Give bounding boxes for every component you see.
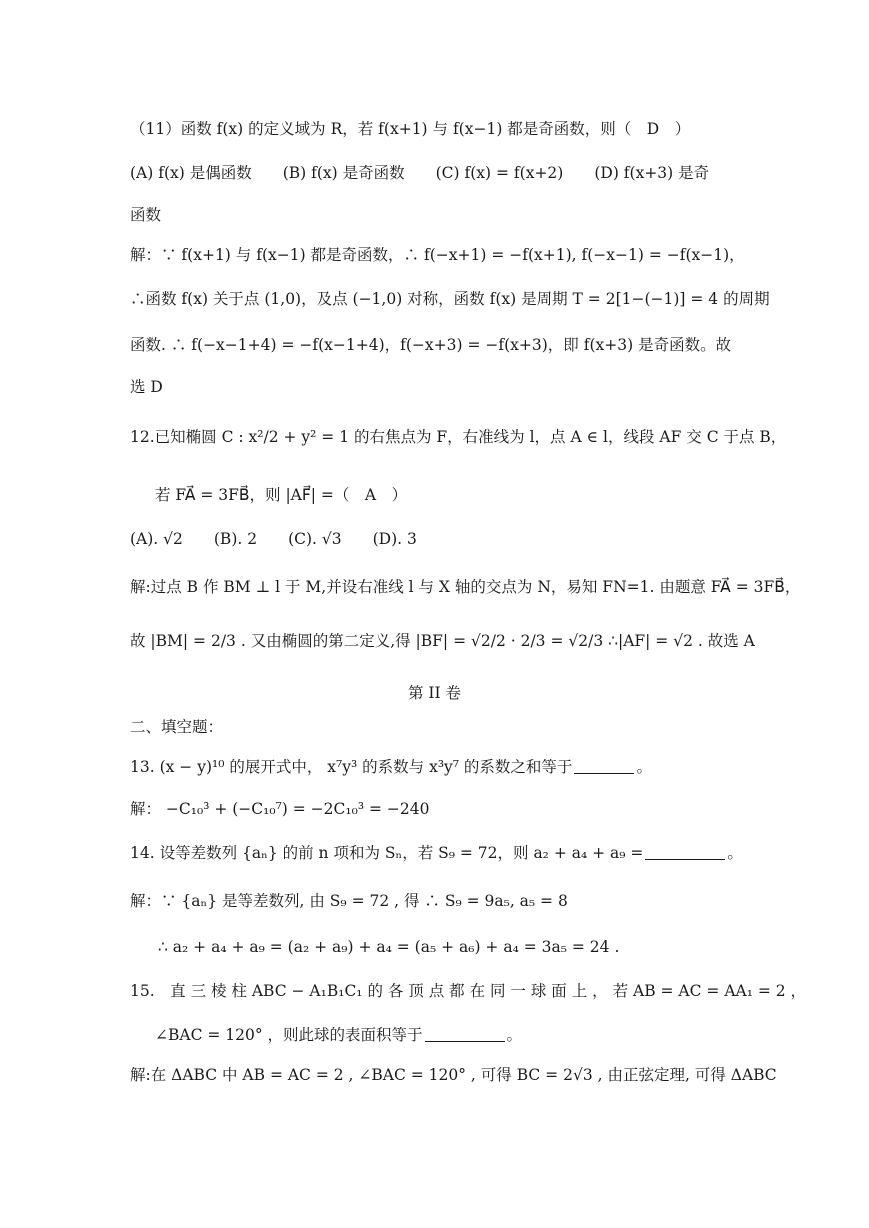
problem-14-stem: 14. 设等差数列 {aₙ} 的前 n 项和为 Sₙ，若 S₉ = 72，则 a₂ + a₄ + a₉ = 。 bbox=[130, 844, 743, 862]
problem-11-stem: （11）函数 f(x) 的定义域为 R，若 f(x+1) 与 f(x−1) 都是奇函数，则（ D ） bbox=[130, 120, 691, 138]
answer-blank bbox=[574, 757, 634, 774]
problem-12-options: (A). √2 (B). 2 (C). √3 (D). 3 bbox=[130, 530, 417, 548]
problem-14-solution-2: ∴ a₂ + a₄ + a₉ = (a₂ + a₉) + a₄ = (a₅ + a₆) + a₄ = 3a₅ = 24 . bbox=[158, 938, 620, 956]
section-title: 第 II 卷 bbox=[407, 684, 462, 702]
problem-15-solution: 解:在 ΔABC 中 AB = AC = 2 , ∠BAC = 120° , 可得 BC = 2√3 , 由正弦定理, 可得 ΔABC bbox=[130, 1066, 777, 1084]
problem-15-stem-cont: ∠BAC = 120° ，则此球的表面积等于 。 bbox=[155, 1026, 523, 1044]
problem-13-solution: 解： −C₁₀³ + (−C₁₀⁷) = −2C₁₀³ = −240 bbox=[130, 800, 430, 818]
problem-11-solution-4: 选 D bbox=[130, 378, 163, 396]
fill-in-heading: 二、填空题： bbox=[130, 718, 224, 736]
problem-13-stem: 13. (x − y)¹⁰ 的展开式中， x⁷y³ 的系数与 x³y⁷ 的系数之和等于 。 bbox=[130, 758, 652, 776]
problem-14-solution-1: 解：∵ {aₙ} 是等差数列, 由 S₉ = 72 , 得 ∴ S₉ = 9a₅, a₅ = 8 bbox=[130, 892, 568, 910]
answer-blank bbox=[425, 1025, 505, 1042]
problem-12-stem: 12.已知椭圆 C : x²/2 + y² = 1 的右焦点为 F，右准线为 l，点 A ∈ l，线段 AF 交 C 于点 B， bbox=[130, 428, 787, 446]
problem-11-options-cont: 函数 bbox=[130, 206, 162, 224]
problem-15-stem: 15. 直 三 棱 柱 ABC − A₁B₁C₁ 的 各 顶 点 都 在 同 一 球 面 上 ， 若 AB = AC = AA₁ = 2 ， bbox=[130, 982, 807, 1000]
problem-11-solution-1: 解：∵ f(x+1) 与 f(x−1) 都是奇函数，∴ f(−x+1) = −f(x+1), f(−x−1) = −f(x−1)， bbox=[130, 246, 745, 264]
problem-12-solution-2: 故 |BM| = 2/3 . 又由椭圆的第二定义,得 |BF| = √2/2 · 2/3 = √2/3 ∴|AF| = √2 . 故选 A bbox=[130, 632, 755, 650]
problem-11-solution-3: 函数. ∴ f(−x−1+4) = −f(x−1+4)，f(−x+3) = −f(x+3)，即 f(x+3) 是奇函数。故 bbox=[130, 336, 732, 354]
problem-12-stem-cont: 若 FA⃗ = 3FB⃗，则 |AF⃗| =（ A ） bbox=[155, 486, 408, 504]
answer-blank bbox=[645, 843, 725, 860]
problem-12-solution-1: 解:过点 B 作 BM ⊥ l 于 M,并设右准线 l 与 X 轴的交点为 N，易知 FN=1. 由题意 FA⃗ = 3FB⃗， bbox=[130, 578, 801, 596]
problem-11-options: (A) f(x) 是偶函数 (B) f(x) 是奇函数 (C) f(x) = f(x+2) (D) f(x+3) 是奇 bbox=[130, 164, 710, 182]
problem-11-solution-2: ∴函数 f(x) 关于点 (1,0)，及点 (−1,0) 对称，函数 f(x) 是周期 T = 2[1−(−1)] = 4 的周期 bbox=[130, 290, 770, 308]
